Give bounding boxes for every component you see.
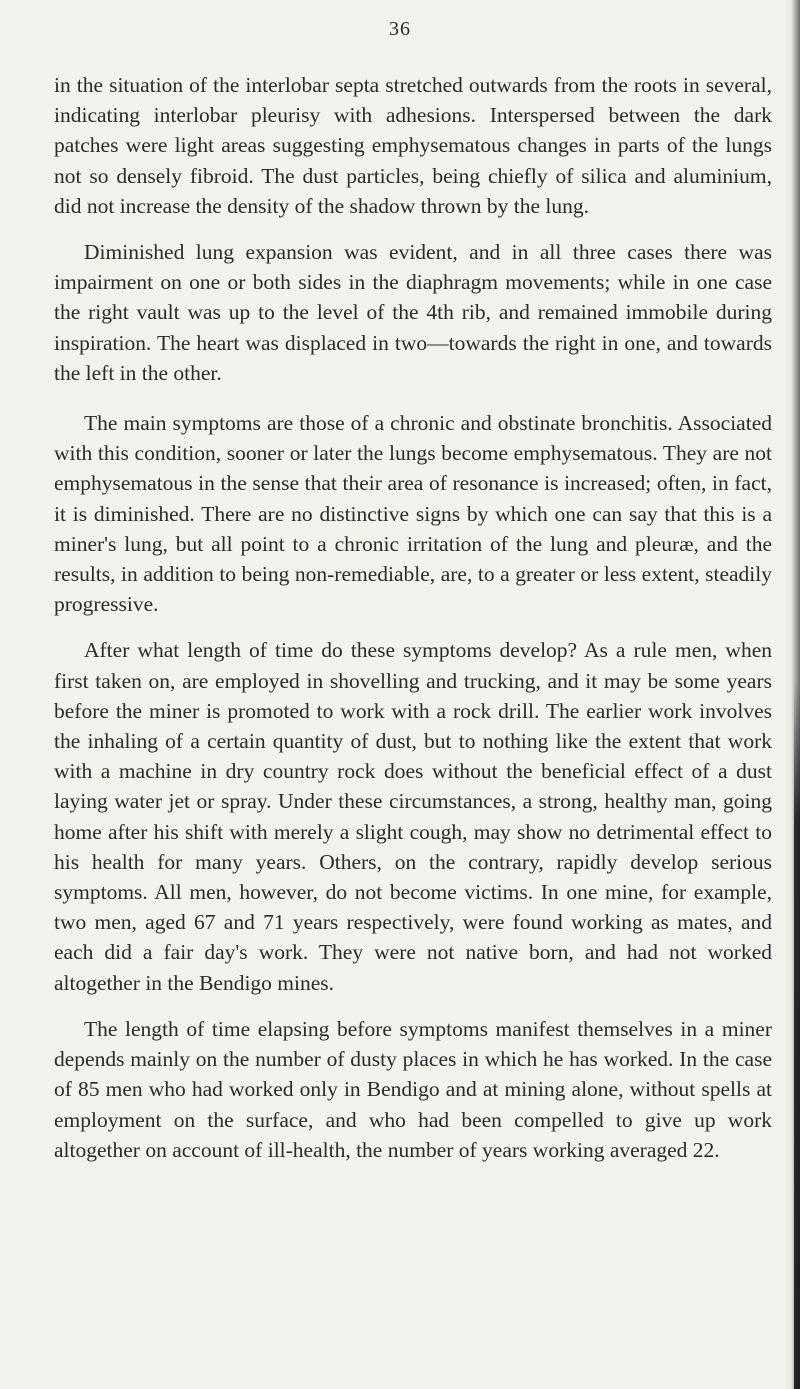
paragraph-length-of-time: The length of time elapsing before symptoms manifest themselves in a miner depends mainly on the number of dusty places in which he has worked. In the case of 85 men who had worked only in Bendigo and at mining alone, without spells at employment on the surface, and who had been compelled to give up work altogether on account of ill-health, the number of years working averaged 22. bbox=[54, 1016, 772, 1162]
paragraph-lung-expansion: Diminished lung expansion was evident, and in all three cases there was impairment on one or both sides in the diaphragm movements; while in one case the right vault was up to the level of the 4th rib, and remained immobile during inspiration. The heart was displaced in two—towards the right in one, and towards the left in the other. bbox=[54, 240, 772, 385]
paragraph-symptom-development: After what length of time do these symptoms develop? As a rule men, when first taken on, are employed in shovelling and trucking, and it may be some years before the miner is promoted to work with a rock drill. The earlier work involves the inhaling of a certain quantity of dust, but to nothing like the extent that work with a machine in dry country rock does without the beneficial effect of a dust laying water jet or spray. Under these circumstances, a strong, healthy man, going home after his shift with merely a slight cough, may show no detrimental effect to his health for many years. Others, on the contrary, rapidly develop serious symptoms. All men, however, do not become victims. In one mine, for example, two men, aged 67 and 71 years respectively, were found working as mates, and each did a fair day's work. They were not native born, and had not worked altogether in the Bendigo mines. bbox=[54, 638, 772, 995]
page-edge-dark bbox=[794, 680, 800, 1389]
page-number: 36 bbox=[389, 18, 411, 40]
paragraph-main-symptoms: The main symptoms are those of a chronic and obstinate bronchitis. Associated with this condition, sooner or later the lungs become emphysematous. They are not emphysematous in the sense that their area of resonance is increased; often, in fact, it is diminished. There are no distinctive signs by which one can say that this is a miner's lung, but all point to a chronic irritation of the lung and pleuræ, and the results, in addition to being non-remediable, are, to a greater or less extent, steadily progressive. bbox=[54, 411, 772, 617]
paragraph-continued: in the situation of the interlobar septa stretched outwards from the roots in several, indicating interlobar pleurisy with adhesions. Interspersed between the dark patches were light areas suggesting emphysematous changes in parts of the lungs not so densely fibroid. The dust particles, being chiefly of silica and aluminium, did not increase the density of the shadow thrown by the lung. bbox=[54, 73, 772, 218]
body-text bbox=[54, 70, 772, 1165]
